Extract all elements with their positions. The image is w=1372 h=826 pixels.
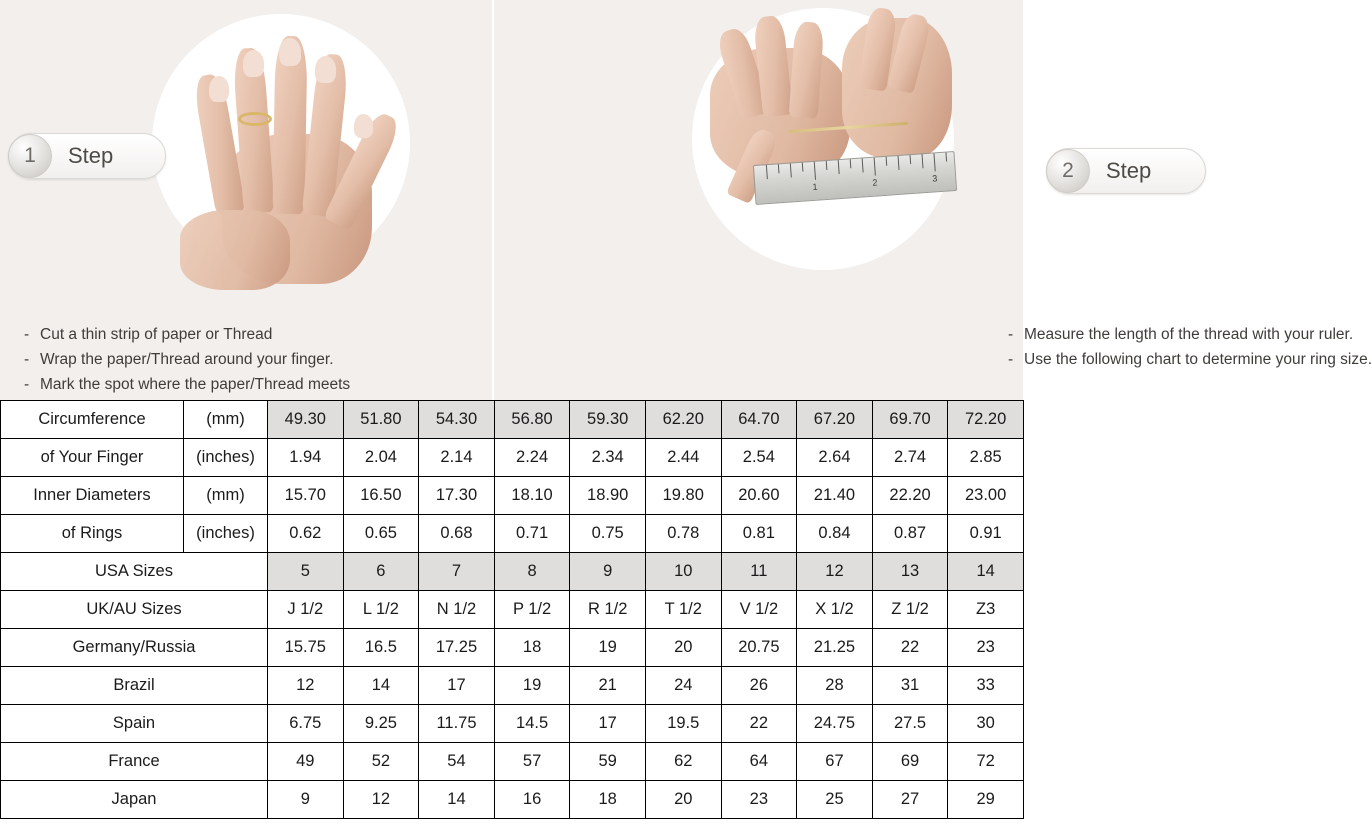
- cell: 12: [343, 781, 419, 819]
- cell: 13: [872, 553, 948, 591]
- cell: 2.85: [948, 439, 1024, 477]
- cell: 0.71: [494, 515, 570, 553]
- row-label: Brazil: [1, 667, 268, 705]
- cell: 15.70: [268, 477, 344, 515]
- cell: 0.75: [570, 515, 646, 553]
- table-row: [1, 629, 1024, 667]
- cell: 21.25: [797, 629, 873, 667]
- cell: 24.75: [797, 705, 873, 743]
- cell: 0.91: [948, 515, 1024, 553]
- step-2-label: Step: [1106, 158, 1152, 183]
- cell: 20.60: [721, 477, 797, 515]
- cell: 33: [948, 667, 1024, 705]
- cell: 20: [645, 781, 721, 819]
- cell: 14.5: [494, 705, 570, 743]
- cell: 11.75: [419, 705, 495, 743]
- cell: 22.20: [872, 477, 948, 515]
- list-item: - Measure the length of the thread with your ruler.: [1008, 326, 1354, 343]
- ruler-number: 3: [931, 173, 938, 184]
- cell: 62: [645, 743, 721, 781]
- cell: 67: [797, 743, 873, 781]
- row-unit: (mm): [184, 477, 268, 515]
- instructions-area: [0, 0, 1372, 400]
- cell: 17.25: [419, 629, 495, 667]
- cell: 2.04: [343, 439, 419, 477]
- list-item: - Mark the spot where the paper/Thread meets: [24, 376, 351, 393]
- cell: 57: [494, 743, 570, 781]
- cell: 0.81: [721, 515, 797, 553]
- cell: 19: [494, 667, 570, 705]
- cell: 27.5: [872, 705, 948, 743]
- cell: 19.80: [645, 477, 721, 515]
- cell: 14: [343, 667, 419, 705]
- cell: 49.30: [268, 401, 344, 439]
- cell: 10: [645, 553, 721, 591]
- cell: 7: [419, 553, 495, 591]
- step-2-badge: [1046, 148, 1206, 194]
- cell: 19: [570, 629, 646, 667]
- cell: Z3: [948, 591, 1024, 629]
- cell: 21.40: [797, 477, 873, 515]
- cell: 2.44: [645, 439, 721, 477]
- cell: 27: [872, 781, 948, 819]
- cell: 22: [721, 705, 797, 743]
- cell: 0.87: [872, 515, 948, 553]
- cell: 23.00: [948, 477, 1024, 515]
- cell: 17.30: [419, 477, 495, 515]
- cell: 2.54: [721, 439, 797, 477]
- cell: 72.20: [948, 401, 1024, 439]
- cell: 12: [268, 667, 344, 705]
- cell: 51.80: [343, 401, 419, 439]
- cell: 18: [570, 781, 646, 819]
- row-label: USA Sizes: [1, 553, 268, 591]
- row-unit: (inches): [184, 515, 268, 553]
- cell: 17: [570, 705, 646, 743]
- cell: 6.75: [268, 705, 344, 743]
- table-row: [1, 591, 1024, 629]
- row-label: Spain: [1, 705, 268, 743]
- cell: 72: [948, 743, 1024, 781]
- cell: Z 1/2: [872, 591, 948, 629]
- cell: 0.68: [419, 515, 495, 553]
- cell: 23: [948, 629, 1024, 667]
- cell: 54.30: [419, 401, 495, 439]
- cell: 29: [948, 781, 1024, 819]
- cell: 24: [645, 667, 721, 705]
- cell: 49: [268, 743, 344, 781]
- cell: 19.5: [645, 705, 721, 743]
- list-item: - Wrap the paper/Thread around your finger.: [24, 351, 334, 368]
- cell: 1.94: [268, 439, 344, 477]
- cell: 0.84: [797, 515, 873, 553]
- step-1-bullets: [24, 322, 350, 397]
- cell: 67.20: [797, 401, 873, 439]
- step-2-number: 2: [1046, 149, 1090, 193]
- hand-illustration: [152, 14, 410, 272]
- cell: 62.20: [645, 401, 721, 439]
- cell: 54: [419, 743, 495, 781]
- cell: J 1/2: [268, 591, 344, 629]
- step-1-label: Step: [68, 143, 114, 168]
- step-1-badge: [8, 133, 166, 179]
- cell: 30: [948, 705, 1024, 743]
- table-row: [1, 477, 1024, 515]
- cell: T 1/2: [645, 591, 721, 629]
- table-row: [1, 781, 1024, 819]
- cell: P 1/2: [494, 591, 570, 629]
- cell: 31: [872, 667, 948, 705]
- cell: X 1/2: [797, 591, 873, 629]
- cell: 12: [797, 553, 873, 591]
- cell: 0.65: [343, 515, 419, 553]
- cell: 2.64: [797, 439, 873, 477]
- cell: 64: [721, 743, 797, 781]
- cell: 6: [343, 553, 419, 591]
- cell: 16.5: [343, 629, 419, 667]
- cell: 18.90: [570, 477, 646, 515]
- cell: 14: [948, 553, 1024, 591]
- ruler-number: 2: [872, 177, 878, 188]
- table-row: [1, 401, 1024, 439]
- cell: 16: [494, 781, 570, 819]
- cell: 9.25: [343, 705, 419, 743]
- cell: 9: [268, 781, 344, 819]
- cell: 28: [797, 667, 873, 705]
- cell: L 1/2: [343, 591, 419, 629]
- cell: R 1/2: [570, 591, 646, 629]
- cell: 52: [343, 743, 419, 781]
- cell: 2.74: [872, 439, 948, 477]
- cell: 5: [268, 553, 344, 591]
- cell: 69.70: [872, 401, 948, 439]
- cell: 56.80: [494, 401, 570, 439]
- row-unit: (inches): [184, 439, 268, 477]
- row-label: Circumference: [1, 401, 184, 439]
- table-row: [1, 667, 1024, 705]
- step-2-photo: [692, 8, 954, 270]
- row-label: Germany/Russia: [1, 629, 268, 667]
- cell: N 1/2: [419, 591, 495, 629]
- table-row: [1, 439, 1024, 477]
- cell: 26: [721, 667, 797, 705]
- cell: 18.10: [494, 477, 570, 515]
- cell: 22: [872, 629, 948, 667]
- row-label: France: [1, 743, 268, 781]
- hand-with-ruler-illustration: [692, 8, 954, 270]
- cell: 2.34: [570, 439, 646, 477]
- list-item: - Cut a thin strip of paper or Thread: [24, 326, 273, 343]
- cell: 15.75: [268, 629, 344, 667]
- cell: 0.62: [268, 515, 344, 553]
- cell: V 1/2: [721, 591, 797, 629]
- ring-size-table-wrap: [0, 400, 1023, 819]
- table-row: [1, 705, 1024, 743]
- cell: 69: [872, 743, 948, 781]
- row-unit: (mm): [184, 401, 268, 439]
- cell: 59: [570, 743, 646, 781]
- cell: 2.24: [494, 439, 570, 477]
- table-row: [1, 553, 1024, 591]
- step-2-panel: [492, 0, 1372, 400]
- cell: 14: [419, 781, 495, 819]
- row-label: of Your Finger: [1, 439, 184, 477]
- cell: 18: [494, 629, 570, 667]
- cell: 2.14: [419, 439, 495, 477]
- row-label: UK/AU Sizes: [1, 591, 268, 629]
- row-label: Japan: [1, 781, 268, 819]
- cell: 25: [797, 781, 873, 819]
- cell: 21: [570, 667, 646, 705]
- cell: 64.70: [721, 401, 797, 439]
- cell: 9: [570, 553, 646, 591]
- ring-size-table: [0, 400, 1024, 819]
- step-2-bullets: [1008, 322, 1372, 372]
- step-1-panel: [0, 0, 492, 400]
- cell: 20: [645, 629, 721, 667]
- cell: 59.30: [570, 401, 646, 439]
- step-1-number: 1: [8, 134, 52, 178]
- row-label: of Rings: [1, 515, 184, 553]
- step-1-photo: [152, 14, 410, 272]
- ring-on-finger-icon: [238, 112, 272, 126]
- cell: 17: [419, 667, 495, 705]
- table-row: [1, 743, 1024, 781]
- list-item: - Use the following chart to determine your ring size.: [1008, 351, 1372, 368]
- cell: 0.78: [645, 515, 721, 553]
- cell: 23: [721, 781, 797, 819]
- row-label: Inner Diameters: [1, 477, 184, 515]
- table-row: [1, 515, 1024, 553]
- ruler-number: 1: [812, 181, 818, 192]
- cell: 20.75: [721, 629, 797, 667]
- cell: 11: [721, 553, 797, 591]
- cell: 8: [494, 553, 570, 591]
- cell: 16.50: [343, 477, 419, 515]
